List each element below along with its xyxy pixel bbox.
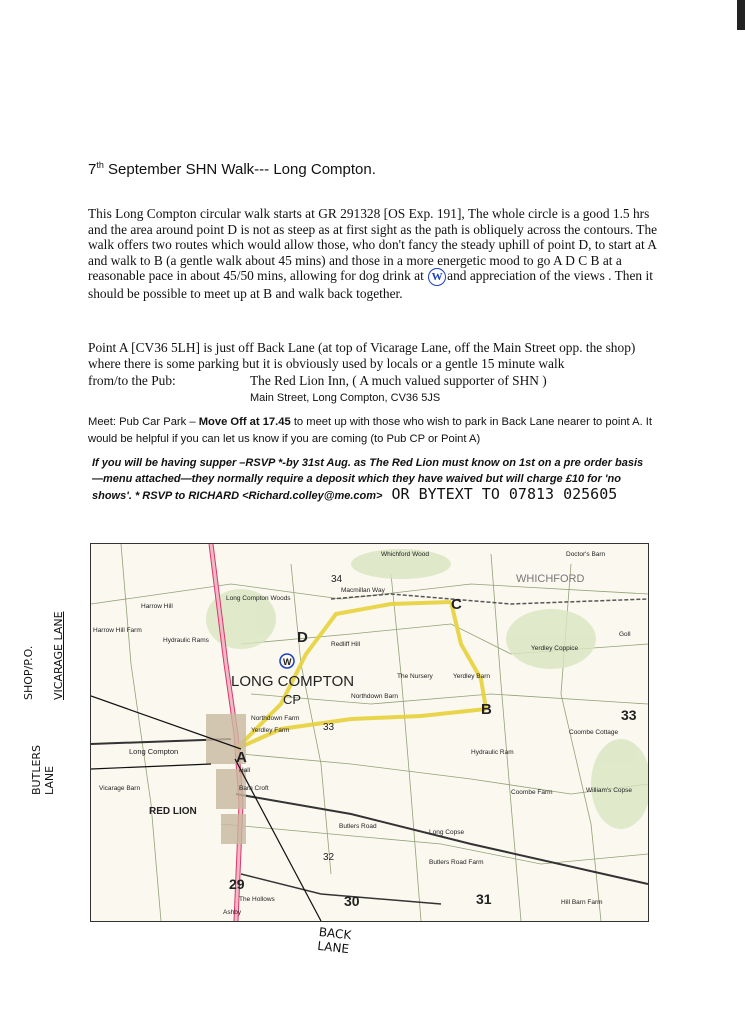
page-title: 7th September SHN Walk--- Long Compton. — [88, 160, 376, 178]
butlers-lane-annotation: BUTLERS LANE — [30, 744, 56, 795]
place-the-hollows: The Hollows — [239, 896, 275, 903]
place-coombe-farm: Coombe Farm — [511, 789, 553, 796]
rsvp-paragraph: If you will be having supper –RSVP *-by 31st Aug. as The Red Lion must know on 1st on a pre order basis—menu attached—they normally require a deposit which they have waived but will charge £10 for 'no shows'. * RSVP to RICHARD <Richard.colley@me.com> OR BYTEXT TO 07813 025605 — [92, 457, 644, 503]
place-barn-croft: Barn Croft — [239, 785, 269, 792]
place-butlers-road: Butlers Road — [339, 823, 377, 830]
place-long-copse: Long Copse — [429, 829, 465, 836]
place-yerdley-coppice: Yerdley Coppice — [531, 645, 579, 652]
place-the-nursery: The Nursery — [397, 673, 433, 680]
place-doctors-barn: Doctor's Barn — [566, 551, 606, 558]
grid-30: 30 — [344, 893, 360, 909]
shop-annotation: SHOP/P.O. — [22, 645, 35, 700]
point-a-paragraph: Point A [CV36 5LH] is just off Back Lane (at top of Vicarage Lane, off the Main Street opp. the shop) where there is some parking but it is obviously used by locals or a gentle 15 minute walk — [88, 340, 636, 371]
place-goll: Goll — [619, 631, 631, 638]
page-edge-mark — [737, 0, 745, 30]
place-cp: CP — [283, 692, 302, 707]
place-hydraulic-rams: Hydraulic Rams — [163, 637, 209, 644]
map-drawing — [91, 544, 648, 921]
place-yerdley-farm: Yerdley Farm — [251, 727, 290, 734]
place-whichford-wood: Whichford Wood — [381, 551, 429, 558]
place-ashby: Ashby — [223, 909, 242, 916]
point-d: D — [297, 629, 308, 646]
place-northdown-farm: Northdown Farm — [251, 715, 300, 722]
place-coombe-cottage: Coombe Cottage — [569, 729, 619, 736]
pub-address: Main Street, Long Compton, CV36 5JS — [250, 392, 441, 404]
grid-33-right: 33 — [621, 707, 637, 723]
place-hall: Hall — [239, 767, 251, 774]
place-harrow-hill: Harrow Hill — [141, 603, 173, 610]
handwritten-phone: OR BYTEXT TO 07813 025605 — [382, 485, 618, 503]
point-a: A — [236, 749, 247, 766]
pub-name: The Red Lion Inn, ( A much valued supporter of SHN ) — [250, 373, 547, 388]
point-c: C — [451, 596, 462, 613]
grid-34: 34 — [331, 574, 343, 585]
water-w-icon: W — [428, 268, 446, 286]
walk-map — [90, 543, 649, 922]
place-yerdley-barn: Yerdley Barn — [453, 673, 490, 680]
place-macmillan-way: Macmillan Way — [341, 587, 385, 594]
place-vicarage-barn: Vicarage Barn — [99, 785, 141, 792]
place-northdown-barn: Northdown Barn — [351, 693, 398, 700]
place-whichford: WHICHFORD — [516, 573, 585, 585]
place-long-compton-woods: Long Compton Woods — [226, 595, 291, 602]
place-long-compton-big: LONG COMPTON — [231, 673, 355, 690]
place-hill-barn-farm: Hill Barn Farm — [561, 899, 603, 906]
grid-33: 33 — [323, 722, 335, 733]
grid-29: 29 — [229, 876, 245, 892]
meet-paragraph: Meet: Pub Car Park – Move Off at 17.45 to meet up with those who wish to park in Back Lane nearer to point A. It would be helpful if you can let us know if you are coming (to Pub CP or Point A) — [88, 416, 653, 445]
place-harrow-hill-farm: Harrow Hill Farm — [93, 627, 142, 634]
point-b: B — [481, 701, 492, 718]
place-hydraulic-ram: Hydraulic Ram — [471, 749, 514, 756]
back-lane-annotation: BACK LANE — [316, 924, 352, 957]
place-long-compton: Long Compton — [129, 747, 179, 756]
place-butlers-road-farm: Butlers Road Farm — [429, 859, 484, 866]
pub-lead: from/to the Pub: — [88, 373, 176, 388]
vicarage-lane-annotation: VICARAGE LANE — [52, 611, 65, 700]
place-williams-copse: William's Copse — [586, 787, 633, 794]
place-redliff-hill: Redliff Hill — [331, 641, 361, 648]
intro-paragraph: This Long Compton circular walk starts at GR 291328 [OS Exp. 191], The whole circle is a good 1.5 hrs and the area around point D is not as steep as at first sight as the path is obliquely across the contours. The walk offers two routes which would allow those, who don't fancy the steady uphill of point D, to start at A and walk to B (a gentle walk about 45 mins) and those in a more energetic mood to go A D C B at a reasonable pace in about 45/50 mins, allowing for dog drink at W and appreciation of the views . Then it should be possible to meet up at B and walk back together. — [88, 206, 658, 302]
grid-32: 32 — [323, 852, 335, 863]
grid-31: 31 — [476, 891, 492, 907]
red-lion-label: RED LION — [149, 806, 197, 817]
water-point-label: W — [283, 657, 292, 667]
